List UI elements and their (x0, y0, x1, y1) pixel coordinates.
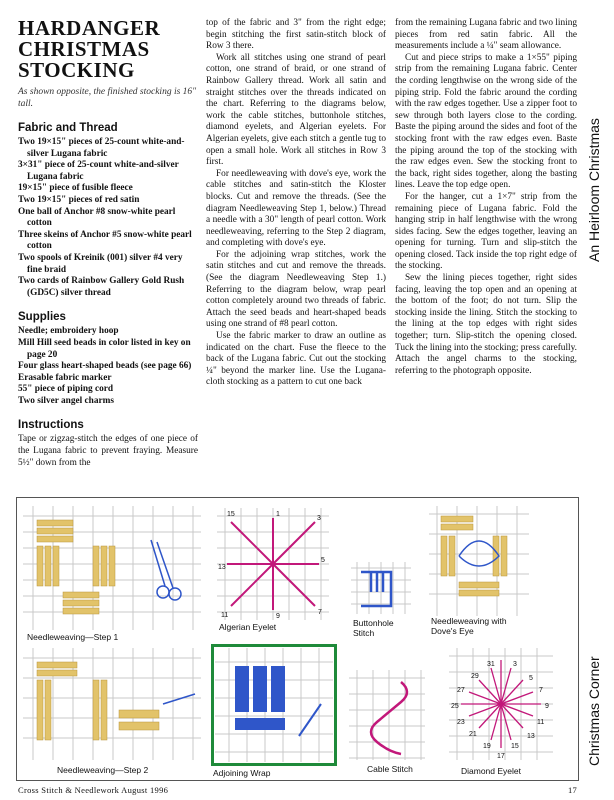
sidebar-top-label: An Heirloom Christmas (586, 118, 602, 262)
cable-stitch-diagram (349, 670, 425, 760)
fabric-item: 19×15" piece of fusible fleece (18, 183, 133, 194)
fabric-item: Three skeins of Anchor #5 snow-white pearl cotton (18, 229, 192, 252)
eyelet-number: 9 (276, 613, 280, 620)
supplies-item: 55" piece of piping cord (18, 384, 114, 395)
body-paragraph: Work all stitches using one strand of pearl cotton, one strand of braid, or one strand of Rainbow Gallery thread. Work all satin and straight stitches over the threads indicated on the chart. Referring to the diagrams below, work the cable stitches, buttonhole stitches, diamond eyelets, and Algerian eyelets. For Algerian eyelets, give each stitch a gentle tug to open a small hole. Work all stitches in Row 3 first. (206, 52, 386, 168)
eyelet-number: 1 (276, 511, 280, 518)
eyelet-number: 5 (321, 557, 325, 564)
eyelet-number: 7 (318, 609, 322, 616)
title-line: HARDANGER (18, 16, 161, 40)
caption-needleweaving-step2: Needleweaving—Step 2 (57, 765, 149, 775)
doves-eye-diagram (429, 506, 529, 616)
eyelet-number: 11 (221, 612, 229, 619)
needle-icon (163, 694, 195, 704)
eyelet-number: 5 (529, 675, 533, 682)
supplies-heading: Supplies (18, 311, 66, 324)
supplies-item: Four glass heart-shaped beads (see page 66) (18, 361, 192, 372)
body-paragraph: Use the fabric marker to draw an outline as indicated on the chart. Fuse the fleece to the back of the Lugana fabric. Cut out the stocking ¼" beyond the marker line. Use the Lugana-cloth stocking as a pattern to cut one back (206, 331, 386, 388)
fabric-heading: Fabric and Thread (18, 122, 118, 134)
buttonhole-stitch-diagram (351, 562, 411, 614)
body-paragraph: Cut and piece strips to make a 1×55" piping strip from the remaining Lugana fabric. Center the cording lengthwise on the wrong side of the piping strip. Fold the fabric around the cording with the raw edges together. Use a zipper foot to sew through both layers close to the cording. Baste the piping around the sides and foot of the stocking front with the raw edges even. Baste the piping around the top of the stocking with the raw edges even. Sew the stocking front to the back, right sides together, along the basting lines. Leave the top edge open. (395, 52, 577, 191)
page-number: 17 (568, 785, 578, 795)
caption-cable-stitch: Cable Stitch (367, 764, 413, 774)
eyelet-number: 11 (537, 719, 545, 726)
title-line: STOCKING (18, 58, 135, 82)
article-subtitle: As shown opposite, the finished stocking is 16" tall. (18, 87, 197, 109)
body-paragraph: For the adjoining wrap stitches, work the satin stitches and cut and remove the threads. (See the diagram Needleweaving Step 1.) Referring to the diagram below, wrap pearl cotton completely around two threads of fabric. Attach the seed beads and heart-shaped beads using one strand of #8 pearl cotton. (206, 249, 386, 330)
caption-line: Dove's Eye (431, 626, 474, 636)
caption-adjoining-wrap: Adjoining Wrap (213, 768, 271, 778)
sidebar-bottom (582, 500, 610, 800)
body-paragraph: For needleweaving with dove's eye, work the cable stitches and satin-stitch the Kloster blocks. Cut and remove the threads. (See the diagram Needleweaving Step 1, below.) Thread a needle with a 30" length of pearl cotton. Work needleweaving, referring to the Step 2 diagram, and completing with dove's eye. (206, 168, 386, 249)
eyelet-number: 3 (317, 515, 321, 522)
eyelet-number: 15 (227, 511, 235, 518)
needleweaving-step1-diagram (23, 506, 201, 630)
algerian-eyelet-diagram (217, 508, 329, 620)
body-paragraph: Sew the lining pieces together, right sides facing, leaving the top open and an opening at the bottom of the foot; do not turn. Slip the stocking inside the lining. Stitch the stocking to the lining at the top edges with right sides together; turn. Slip-stitch the opening closed. Tuck the lining into the stocking; press carefully. Attach the angel charms to the stocking, referring to the photograph opposite. (395, 273, 577, 376)
fabric-item: Two 19×15" pieces of red satin (18, 194, 140, 205)
eyelet-number: 29 (471, 673, 479, 680)
caption-line: Stitch (353, 628, 375, 638)
needleweaving-step2-diagram (23, 648, 201, 760)
caption-algerian-eyelet: Algerian Eyelet (219, 622, 277, 632)
eyelet-number: 15 (511, 743, 519, 750)
caption-doves-eye (431, 616, 507, 636)
supplies-item: Needle; embroidery hoop (18, 326, 119, 337)
eyelet-number: 7 (539, 687, 543, 694)
sidebar-top (582, 0, 610, 300)
fabric-item: 3×31" piece of 25-count white-and-silver Lugana fabric (18, 160, 179, 182)
eyelet-number: 13 (218, 564, 226, 571)
supplies-item: Mill Hill seed beads in color listed in key on page 20 (18, 337, 191, 360)
eyelet-number: 13 (527, 733, 535, 740)
eyelet-number: 17 (497, 753, 505, 760)
adjoining-wrap-diagram (211, 644, 337, 766)
eyelet-number: 27 (457, 687, 465, 694)
article-title (18, 18, 198, 81)
caption-line: Buttonhole (353, 618, 394, 628)
fabric-item: Two cards of Rainbow Gallery Gold Rush (GD5C) silver thread (18, 276, 185, 298)
eyelet-number: 23 (457, 719, 465, 726)
eyelet-number: 3 (513, 661, 517, 668)
eyelet-number: 25 (451, 703, 459, 710)
sidebar-bottom-label: Christmas Corner (586, 656, 602, 766)
supplies-item: Erasable fabric marker (18, 372, 112, 383)
instructions-paragraph: Tape or zigzag-stitch the edges of one piece of the Lugana fabric to prevent fraying. Measure 5½" down from the (18, 434, 198, 468)
body-paragraph: top of the fabric and 3" from the right edge; begin stitching the first satin-stitch block of Row 3 there. (206, 18, 386, 52)
supplies-list (18, 326, 198, 407)
eyelet-number: 9 (545, 703, 549, 710)
body-paragraph: For the hanger, cut a 1×7" strip from the remaining piece of Lugana fabric. Fold the hanging strip in half lengthwise with the wrong sides facing. Sew the edges together, leaving an opening for turning. Turn and slip-stitch the opening closed. Tack inside the top right edge of the stocking. (395, 191, 577, 272)
diagrams-panel (16, 497, 579, 781)
caption-diamond-eyelet: Diamond Eyelet (461, 766, 522, 776)
fabric-item: Two 19×15" pieces of 25-count white-and-silver Lugana fabric (18, 137, 185, 159)
fabric-list (18, 137, 198, 299)
eyelet-number: 19 (483, 743, 491, 750)
column-2 (206, 18, 386, 389)
eyelet-number: 21 (469, 731, 477, 738)
supplies-item: Two silver angel charms (18, 395, 114, 406)
caption-needleweaving-step1: Needleweaving—Step 1 (27, 632, 119, 642)
eyelet-number: 31 (487, 661, 495, 668)
title-line: CHRISTMAS (18, 37, 150, 61)
body-paragraph: from the remaining Lugana fabric and two lining pieces from red satin fabric. All the measurements include a ¼" seam allowance. (395, 18, 578, 52)
footer-left: Cross Stitch & Needlework August 1996 (18, 785, 169, 795)
diamond-eyelet-diagram (449, 648, 553, 760)
column-1 (18, 18, 198, 469)
eyelet-rays (227, 518, 319, 610)
caption-buttonhole-stitch (353, 618, 394, 638)
caption-line: Needleweaving with (431, 616, 507, 626)
instructions-heading: Instructions (18, 419, 84, 432)
column-3 (395, 18, 577, 377)
fabric-item: Two spools of Kreinik (001) silver #4 very fine braid (18, 252, 183, 275)
scissors-icon (151, 540, 181, 600)
fabric-item: One ball of Anchor #8 snow-white pearl cotton (18, 206, 176, 229)
